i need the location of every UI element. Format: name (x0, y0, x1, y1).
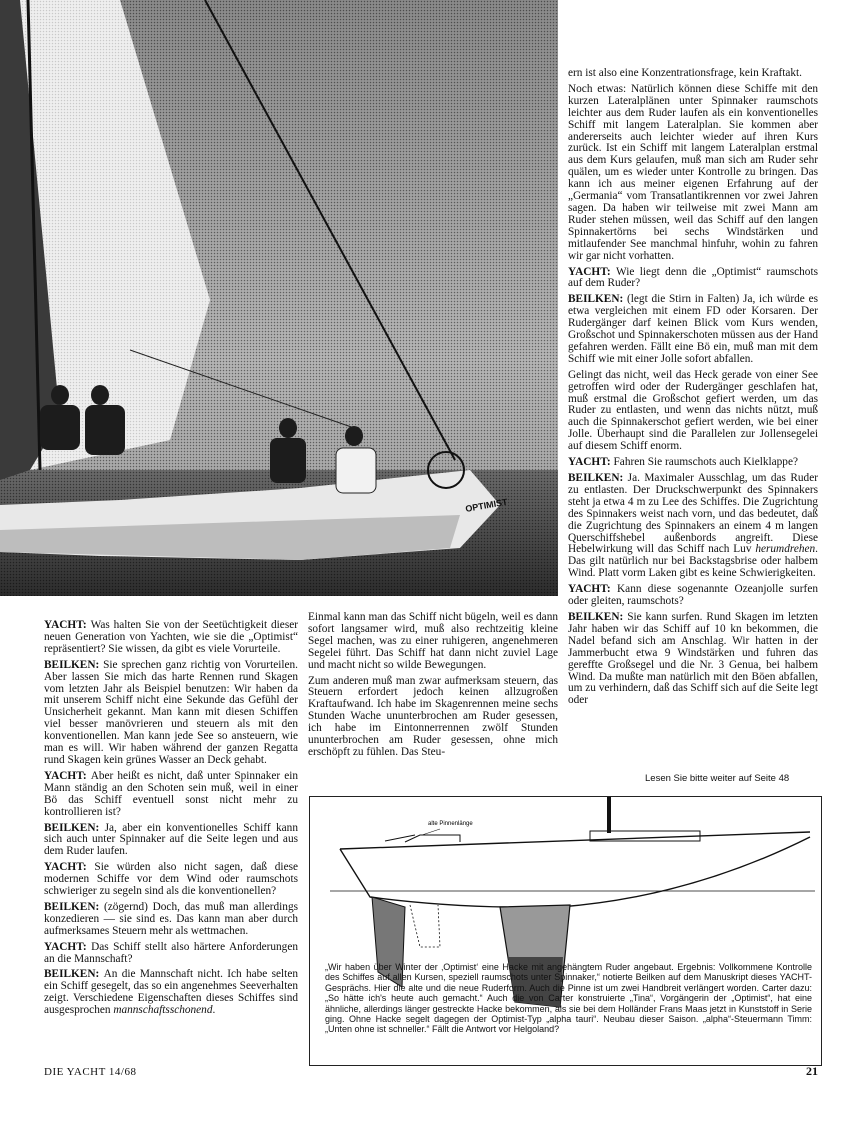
paragraph (44, 660, 298, 767)
paragraph (308, 612, 558, 672)
paragraph (44, 902, 298, 938)
text-run: Wie liegt denn die „Optimist“ raumschots auf dem Ruder? (568, 265, 818, 290)
speaker-label: YACHT: (568, 583, 618, 596)
speaker-label: BEILKEN: (44, 900, 104, 913)
text-run: Zum anderen muß man zwar aufmerksam steuern, das Steuern erfordert jedoch keinen allzugroßen Kraftaufwand. Ich habe im Skagenrennen meine sechs Stunden Wache ununterbrochen am Ruder gesessen, ich habe im Eintonnerrennen zwölf Stunden ununterbrochen am Ruder gesessen, ohne mich erschöpft zu fühlen. Das Steu- (308, 674, 558, 758)
text-run: . Das gilt natürlich nur bei Backstagsbrise oder halbem Wind. Platt vorm Laken gibt es keine Schwierigkeiten. (568, 543, 818, 580)
text-run: An die Mannschaft nicht. Ich habe selten ein Schiff gesegelt, das so ein angenehmes Seeverhalten zeigt. Verschiedene Eigenschaften dieses Schiffes sind ausgesprochen (44, 968, 298, 1017)
text-run: . (212, 1004, 216, 1017)
caption-text: „Wir haben über Winter der ‚Optimist‘ eine Hacke mit angehängtem Ruder angebaut. Ergebnis: Vollkommene Kontrolle des Schiffes auf allen Kursen, speziell raumschots unter Spinnaker,“ notierte Beilken auf dem Manuskript dieses YACHT-Gesprächs. Hier die alte und die neue Ruderform. Auch die Pinne ist um zwei Handbreit verlängert worden. Carter dazu: „So hätte ich's heute auch gemacht.“ Auch die von Carter konstruierte „Tina“, Vorgängerin der „Optimist“, hat eine ähnliche, allerdings länger gestreckte Hacke bekommen, als sie bei dem Holländer Frans Maas jetzt in Kunststoff in Serie ging. Ohne Hacke segelt dagegen der Optimist-Typ „alpha tauri“. Neubau dieser Saison. „alpha“-Steuermann Timm: „Unten ohne ist schneller.“ Fällt die Antwort vor Helgoland? (325, 962, 812, 1035)
article-column-middle (308, 612, 558, 763)
yacht-photo-drawing (0, 0, 558, 596)
speaker-label: BEILKEN: (44, 658, 104, 671)
text-run: Sie kann surfen. Rund Skagen im letzten Jahr haben wir das Schiff auf 10 kn bekommen, die Nadel befand sich am Anschlag. Wir hatten in der Jammerbucht etwa 9 Windstärken und fuhren das gereffte Großsegel und die Nr. 3 Genua, bei halbem Wind. Da mußte man natürlich mit den Böen abfallen, um zu verhindern, daß das Schiff sich auf die Seite legt oder (568, 610, 818, 707)
text-run: Einmal kann man das Schiff nicht bügeln, weil es dann sofort langsamer wird, muß also rechtzeitig kleine Segel machen, was zu einer ruhigeren, angenehmeren Segelei führt. Das Schiff hat dann nicht zuviel Lage und macht nicht so wilde Bewegungen. (308, 611, 558, 671)
text-run: Ja. Maximaler Ausschlag, um das Ruder zu entlasten. Der Druckschwerpunkt des Spinnakers steht ja etwa 4 m zu Lee des Schiffes. Die Zugrichtung des Spinnakers weist nach vorn, und das bedeutet, daß die Zugrichtung des Spinnakers an einem 4 m langen Querschiffshebel außenbords angreift. Diese Hebelwirkung will das Schiff nach Luv (568, 472, 818, 556)
text-run: (legt die Stirn in Falten) Ja, ich würde es etwa vergleichen mit einem FD oder Korsaren. Der Rudergänger darf keinen Blick vom Kurs wenden, Großschot und Spinnakerschoten müssen aus der Hand gefahren werden. Fällt eine Bö ein, muß man mit dem Schiff wie mit einer Jolle sofort abfallen. (568, 293, 818, 365)
footer-magazine-issue: DIE YACHT 14/68 (44, 1066, 137, 1078)
paragraph (568, 457, 818, 469)
text-run: mannschaftsschonend (113, 1004, 213, 1017)
hull-lettering: OPTIMIST (464, 496, 509, 514)
tiller (385, 835, 415, 841)
paragraph (568, 267, 818, 291)
speaker-label: YACHT: (568, 456, 614, 469)
paragraph (568, 473, 818, 580)
paragraph (44, 771, 298, 819)
sailing-yacht-photo (0, 0, 558, 596)
text-run: Aber heißt es nicht, daß unter Spinnaker ein Mann ständig an den Schoten sein muß, weil in einer Bö das Schiff eventuell sonst nicht mehr zu kontrollieren ist? (44, 769, 298, 818)
speaker-label: YACHT: (44, 940, 92, 953)
speaker-label: BEILKEN: (568, 293, 627, 306)
paragraph (568, 68, 818, 80)
paragraph (44, 823, 298, 859)
article-column-right (568, 68, 818, 711)
text-run: Das Schiff stellt also härtere Anforderungen an die Mannschaft? (44, 940, 298, 965)
speaker-label: YACHT: (44, 861, 95, 874)
speaker-label: BEILKEN: (568, 610, 628, 623)
speaker-label: YACHT: (568, 265, 617, 278)
paragraph (44, 620, 298, 656)
speaker-label: BEILKEN: (44, 821, 105, 834)
diagram-caption (325, 962, 812, 1035)
text-run: Sie sprechen ganz richtig von Vorurteilen. Aber lassen Sie mich das harte Rennen rund Skagen vom letzten Jahr als Beispiel benutzen: Wir haben da mit unserem Schiff nicht eine Sekunde das Gefühl der Unsicherheit gekannt. Man kann mit diesen Schiffen viel besser manövrieren und steuern als mit den konventionellen. Man kann jede See so ansteuern, wie man es will. Wir haben während der ganzen Regatta rund Skagen kein grünes Wasser an Deck gehabt. (44, 658, 298, 766)
mast-stub (607, 797, 611, 833)
paragraph (44, 969, 298, 1017)
text-run: Kann diese sogenannte Ozeanjolle surfen oder gleiten, raumschots? (568, 583, 818, 608)
hull-profile (340, 837, 810, 907)
page-number: 21 (806, 1064, 818, 1078)
paragraph (568, 294, 818, 365)
text-run: Ja, aber ein konventionelles Schiff kann sich auch unter Spinnaker auf die Seite legen und aus dem Ruder laufen. (44, 821, 298, 858)
text-run: (zögernd) Doch, das muß man allerdings konzedieren — sie sind es. Das kann man aber durch aufmerksames Steuern mehr als wettmachen. (44, 900, 298, 937)
text-run: Was halten Sie von der Seetüchtigkeit dieser neuen Generation von Yachten, wie sie die „Optimist“ repräsentiert? Sie wissen, da gibt es viele Vorurteile. (44, 619, 298, 655)
text-run: Noch etwas: Natürlich können diese Schiffe mit den kurzen Lateralplänen unter Spinnaker raumschots leichter aus dem Ruder laufen als ein konventionelles Schiff mit langem Lateralplan. Sie kommen aber andererseits auch leichter wieder auf ihren Kurs zurück. Ist ein Schiff mit langem Lateralplan erstmal aus dem Kurs gelaufen, muß man sich am Ruder sehr quälen, um es wieder unter Kontrolle zu bringen. Das kann ich aus meiner eigenen Erfahrung auf der „Germania“ vom Transatlantikrennen vor zwei Jahren sagen. Da haben wir teilweise mit zwei Mann am Ruder stehen müssen, weil das Schiff auf den langen Spinnakertörns bei sechs Windstärken und mitlaufender See manchmal hinfuhr, wohin zu fahren wir gar nicht vorhatten. (568, 82, 818, 262)
text-run: herumdrehen (755, 543, 816, 556)
article-column-left (44, 620, 298, 1021)
text-run: ern ist also eine Konzentrationsfrage, kein Kraftakt. (568, 67, 803, 79)
paragraph (308, 676, 558, 759)
deck-line (340, 832, 810, 849)
continuation-note: Lesen Sie bitte weiter auf Seite 48 (645, 773, 790, 784)
old-rudder-outline (410, 905, 440, 947)
speaker-label: YACHT: (44, 769, 91, 782)
paragraph (568, 584, 818, 608)
speaker-label: YACHT: (44, 619, 91, 631)
diagram-label: alte Pinnenlänge (428, 821, 473, 827)
text-run: Sie würden also nicht sagen, daß diese modernen Schiffe vor dem Wind oder raumschots schwieriger zu segeln sind als die konventionellen? (44, 861, 298, 898)
speaker-label: BEILKEN: (44, 968, 104, 981)
text-run: Gelingt das nicht, weil das Heck gerade von einer See getroffen wird oder der Rudergänger geschlafen hat, muß erstmal die Großschot gefiert werden, um das Ruder zu entlasten, und wenn das nichts nützt, muß auch die Spinnakerschot gefiert werden, wie bei einer Jolle. Überhaupt sind die Parallelen zur Jollensegelei auf diesem Schiff enorm. (568, 368, 818, 453)
paragraph (44, 862, 298, 898)
paragraph (44, 942, 298, 966)
paragraph (568, 612, 818, 707)
paragraph (568, 370, 818, 453)
text-run: Fahren Sie raumschots auch Kielklappe? (613, 456, 798, 469)
paragraph (568, 84, 818, 263)
speaker-label: BEILKEN: (568, 472, 628, 484)
cockpit (405, 835, 460, 842)
